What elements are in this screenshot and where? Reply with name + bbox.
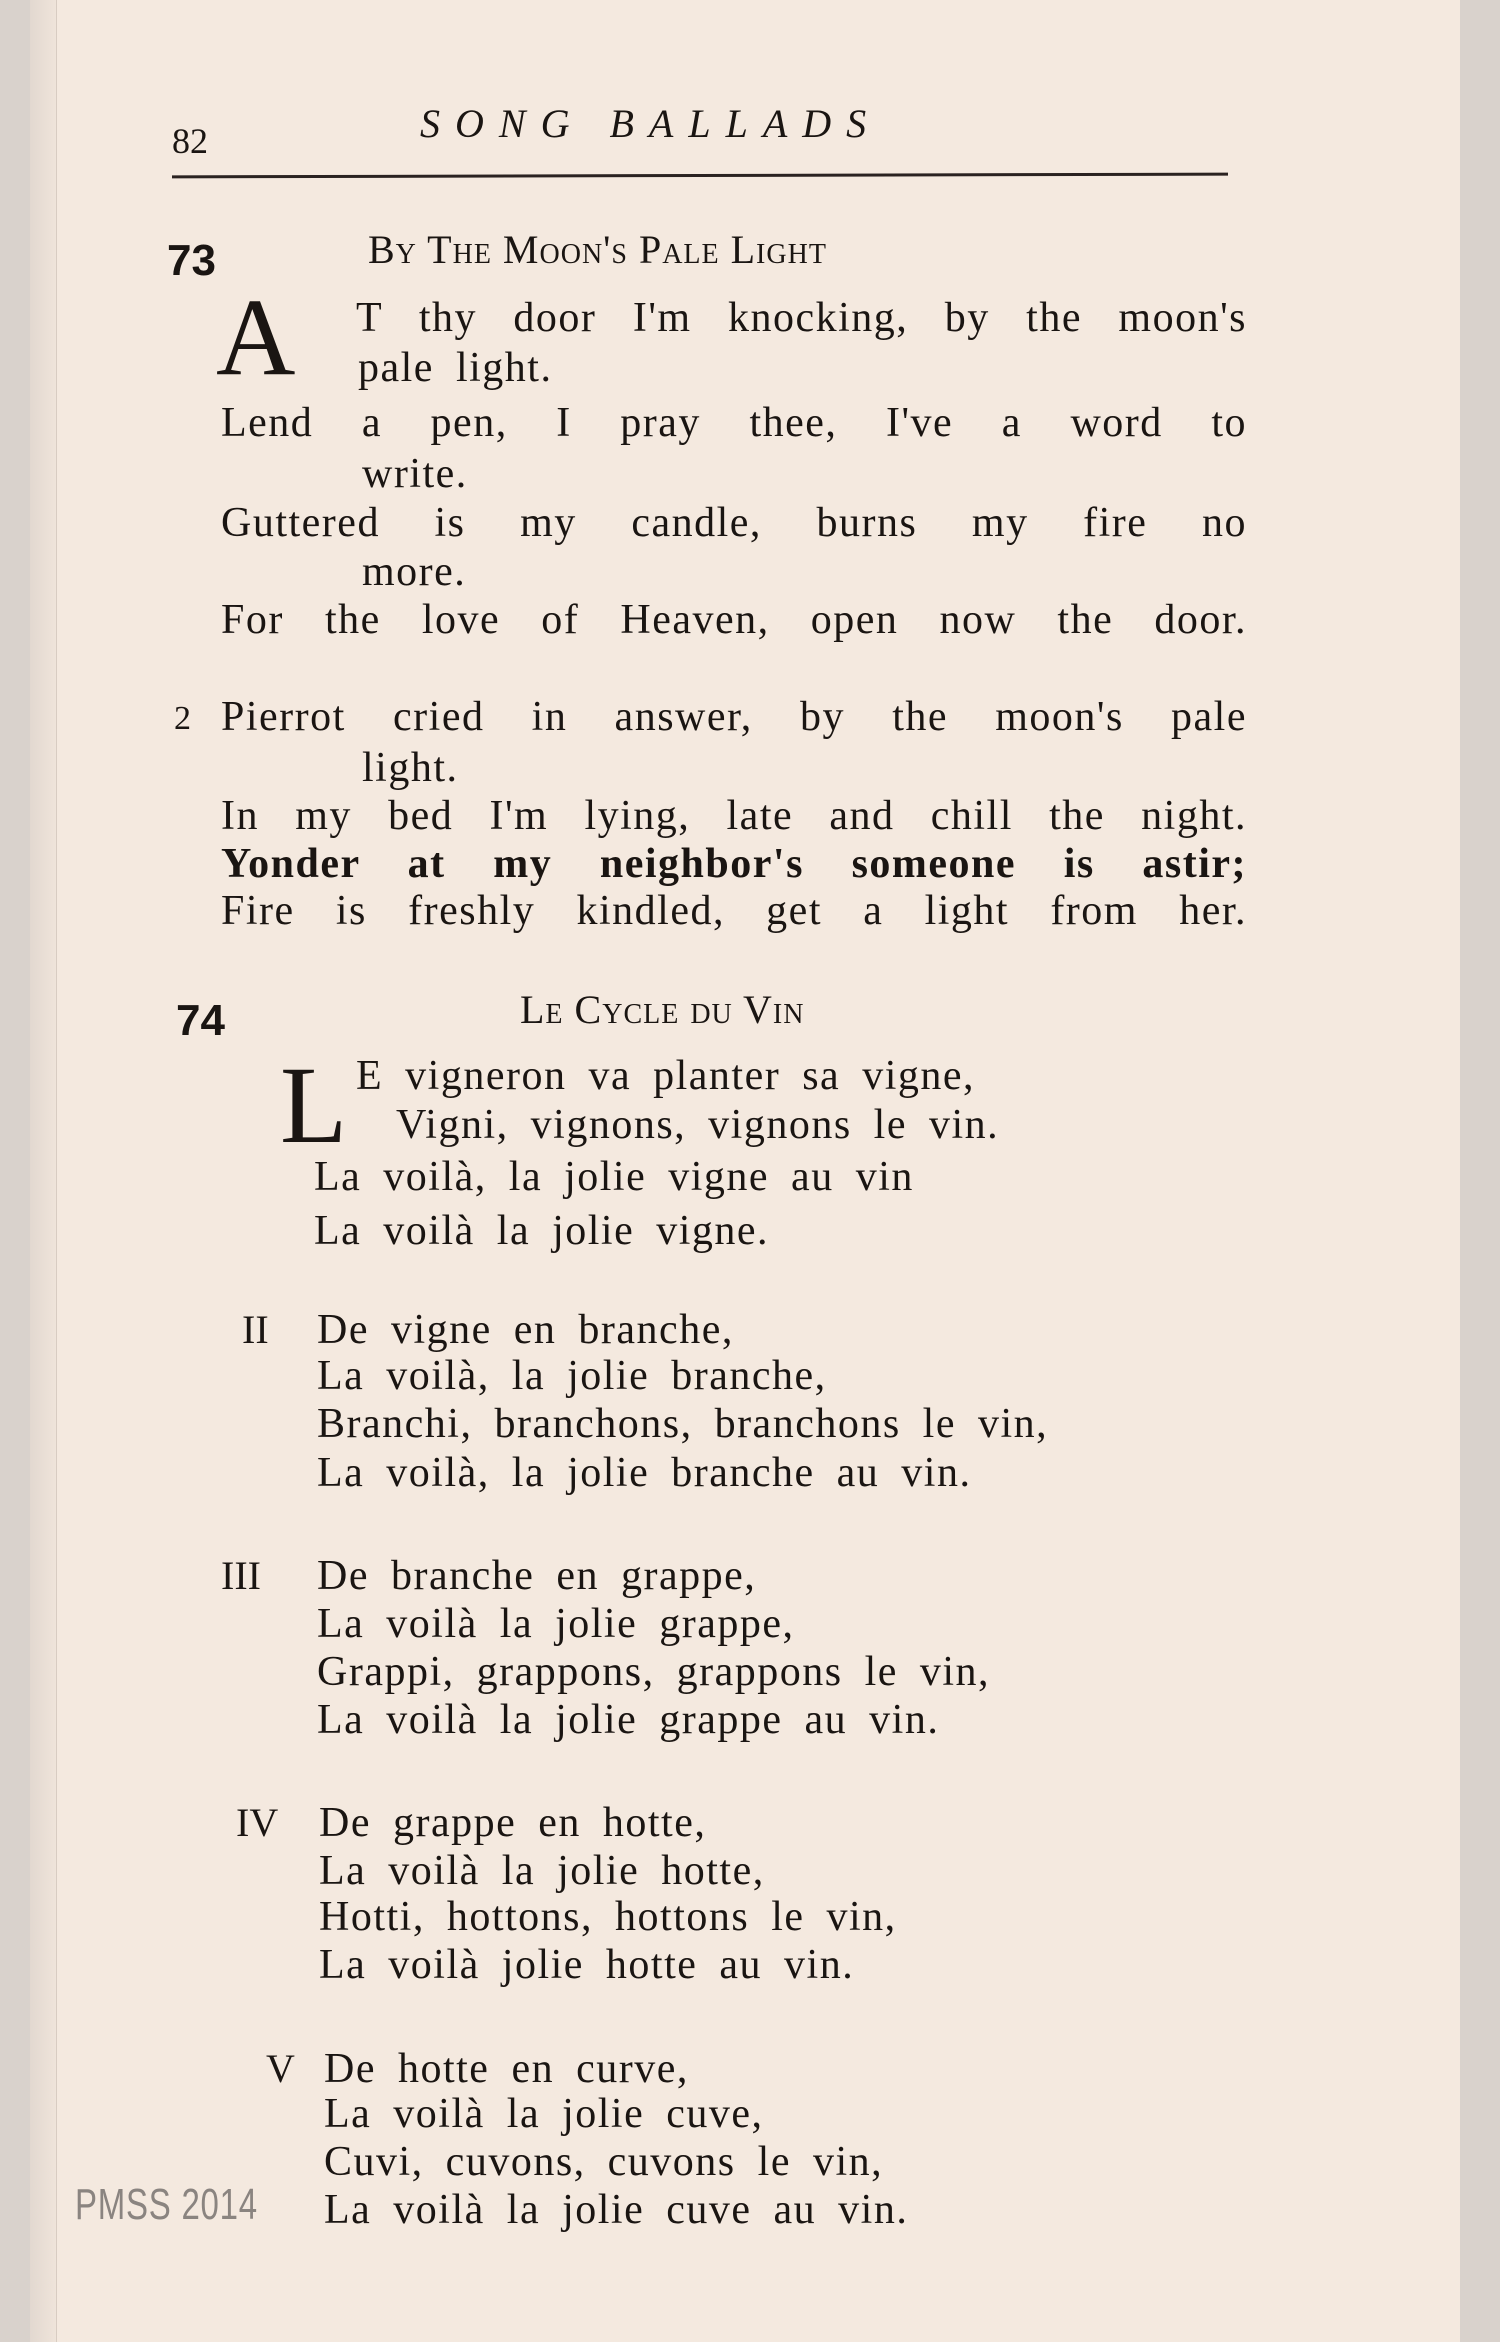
watermark: PMSS 2014 bbox=[75, 2180, 258, 2229]
lyric-line: Yonder at my neighbor's someone is astir; bbox=[221, 841, 1247, 887]
lyric-line: Grappi, grappons, grappons le vin, bbox=[317, 1649, 991, 1695]
song-title: By The Moon's Pale Light bbox=[368, 227, 827, 272]
lyric-line: Vigni, vignons, vignons le vin. bbox=[396, 1102, 1000, 1148]
lyric-line: E vigneron va planter sa vigne, bbox=[356, 1053, 975, 1099]
drop-cap: A bbox=[216, 276, 296, 398]
lyric-line: For the love of Heaven, open now the door. bbox=[221, 597, 1247, 643]
lyric-line: Branchi, branchons, branchons le vin, bbox=[317, 1401, 1049, 1447]
lyric-line: Lend a pen, I pray thee, I've a word to bbox=[221, 400, 1247, 446]
lyric-line: Cuvi, cuvons, cuvons le vin, bbox=[324, 2139, 884, 2185]
lyric-line: De branche en grappe, bbox=[317, 1553, 757, 1599]
lyric-line: more. bbox=[362, 549, 467, 595]
lyric-line: La voilà jolie hotte au vin. bbox=[319, 1942, 855, 1988]
song-number: 73 bbox=[167, 236, 216, 285]
lyric-line: De vigne en branche, bbox=[317, 1307, 734, 1353]
lyric-line: De grappe en hotte, bbox=[319, 1800, 707, 1846]
verse-number: 2 bbox=[174, 700, 191, 737]
lyric-line: Guttered is my candle, burns my fire no bbox=[221, 500, 1247, 546]
verse-numeral: IV bbox=[236, 1800, 279, 1845]
verse-numeral: II bbox=[242, 1307, 269, 1352]
lyric-line: Pierrot cried in answer, by the moon's pale bbox=[221, 694, 1247, 740]
lyric-line: La voilà la jolie cuve au vin. bbox=[324, 2187, 909, 2233]
lyric-line: pale light. bbox=[358, 345, 553, 391]
song-number: 74 bbox=[176, 996, 225, 1045]
lyric-line: La voilà la jolie grappe, bbox=[317, 1601, 795, 1647]
drop-cap: L bbox=[280, 1044, 348, 1166]
lyric-line: De hotte en curve, bbox=[324, 2046, 689, 2092]
lyric-line: La voilà, la jolie vigne au vin bbox=[314, 1154, 914, 1200]
verse-numeral: III bbox=[221, 1553, 261, 1598]
lyric-line: La voilà la jolie vigne. bbox=[314, 1208, 770, 1254]
lyric-line: La voilà, la jolie branche au vin. bbox=[317, 1450, 972, 1496]
page-number: 82 bbox=[172, 121, 208, 161]
lyric-line: T thy door I'm knocking, by the moon's bbox=[356, 295, 1247, 341]
lyric-line: La voilà la jolie cuve, bbox=[324, 2091, 764, 2137]
lyric-line: light. bbox=[362, 745, 459, 791]
lyric-line: La voilà la jolie grappe au vin. bbox=[317, 1697, 940, 1743]
lyric-line: Hotti, hottons, hottons le vin, bbox=[319, 1894, 897, 1940]
lyric-line: Fire is freshly kindled, get a light from her. bbox=[221, 888, 1247, 934]
song-title: Le Cycle du Vin bbox=[520, 987, 805, 1032]
lyric-line: write. bbox=[362, 451, 468, 497]
verse-numeral: V bbox=[266, 2046, 295, 2091]
lyric-line: La voilà, la jolie branche, bbox=[317, 1353, 827, 1399]
lyric-line: La voilà la jolie hotte, bbox=[319, 1848, 765, 1894]
running-title: SONG BALLADS bbox=[420, 101, 882, 146]
lyric-line: In my bed I'm lying, late and chill the night. bbox=[221, 793, 1247, 839]
page-binding-edge bbox=[30, 0, 57, 2342]
